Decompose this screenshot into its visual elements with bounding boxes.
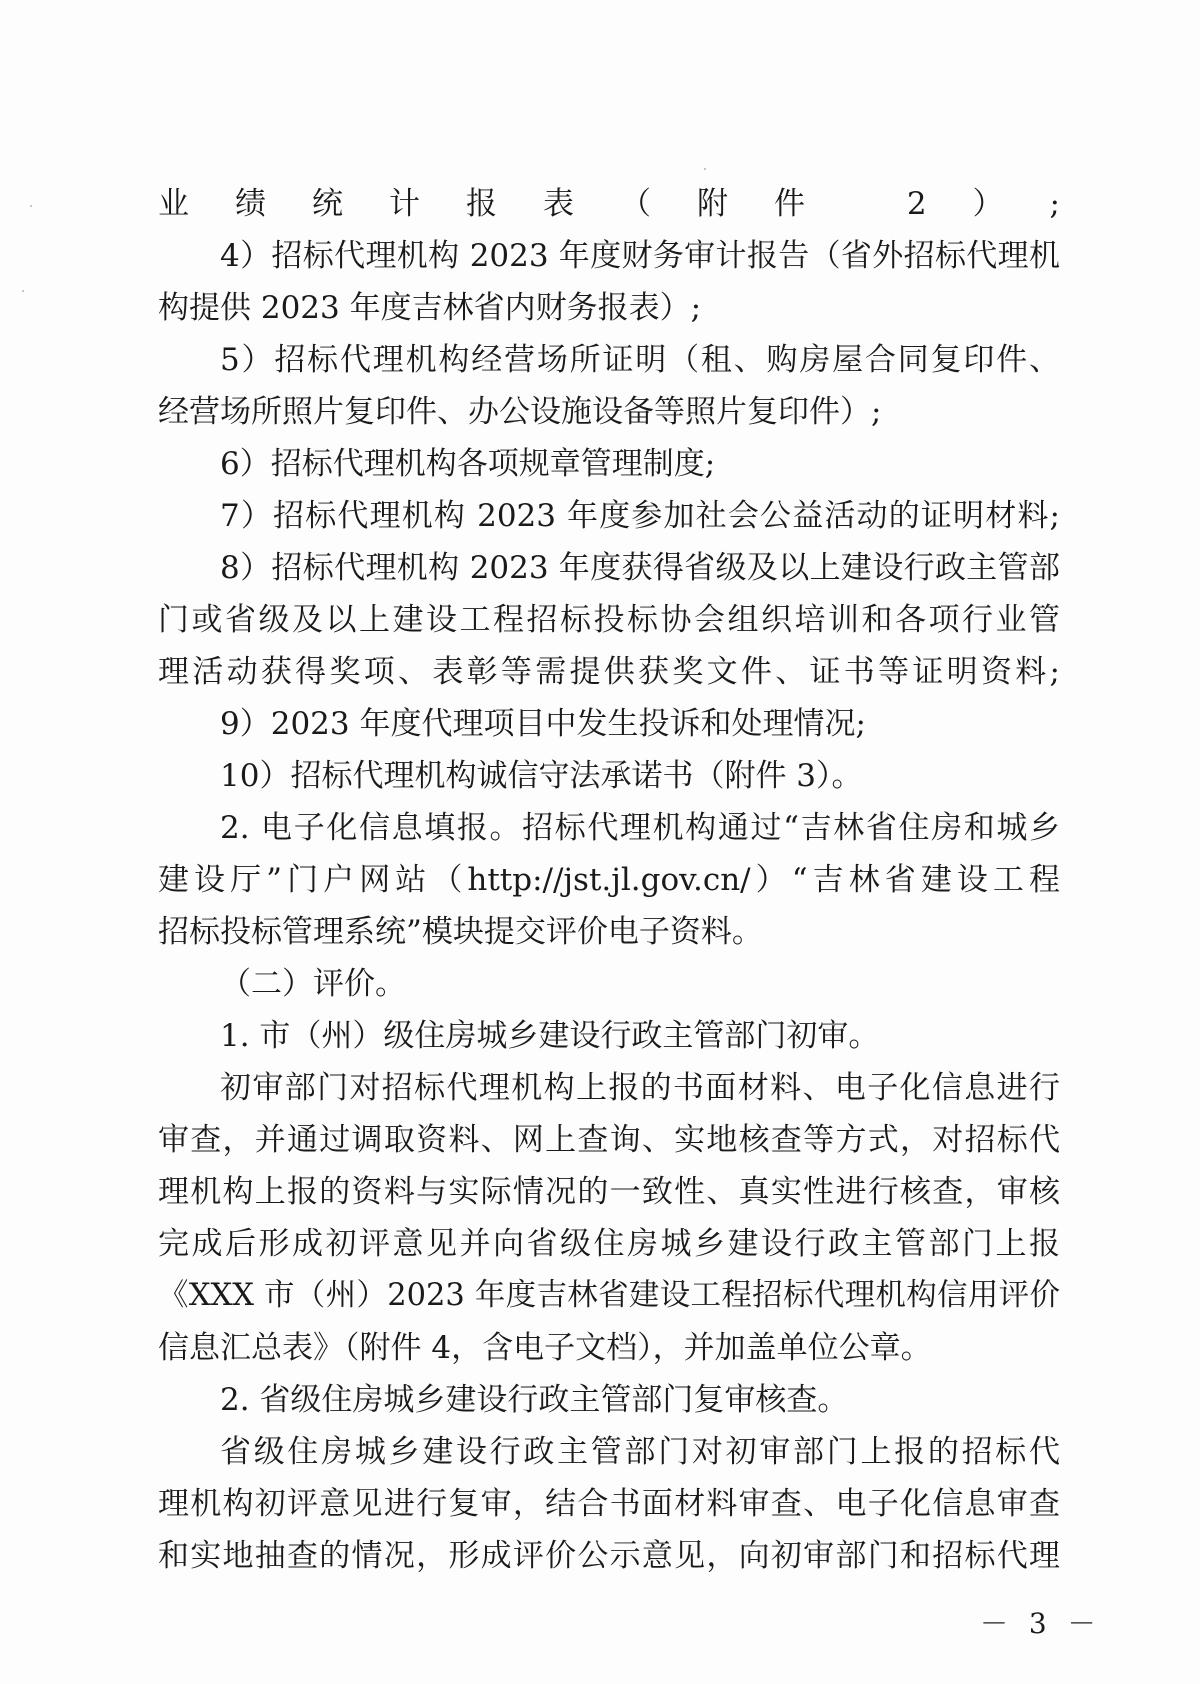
text-line: 7）招标代理机构 2023 年度参加社会公益活动的证明材料; [220, 498, 1060, 534]
text-line: 构提供 2023 年度吉林省内财务报表）; [158, 290, 702, 326]
text-line: 建设厅”门户网站（http://jst.jl.gov.cn/）“吉林省建设工程 [158, 862, 1060, 898]
text-line: 审查，并通过调取资料、网上查询、实地核查等方式，对招标代 [158, 1122, 1060, 1158]
text-line: 9）2023 年度代理项目中发生投诉和处理情况; [220, 706, 866, 742]
text-line: 门或省级及以上建设工程招标投标协会组织培训和各项行业管 [158, 602, 1060, 638]
scan-speck [30, 205, 32, 207]
page-number: － 3 － [980, 1607, 1102, 1640]
text-line: 6）招标代理机构各项规章管理制度; [220, 446, 716, 482]
text-line: 省级住房城乡建设行政主管部门对初审部门上报的招标代 [220, 1434, 1060, 1470]
text-line: 和实地抽查的情况，形成评价公示意见，向初审部门和招标代理 [158, 1538, 1060, 1574]
text-line: 10）招标代理机构诚信守法承诺书（附件 3）。 [220, 758, 863, 794]
text-line: 理机构初评意见进行复审，结合书面材料审查、电子化信息审查 [158, 1486, 1060, 1522]
section-heading: （二）评价。 [220, 966, 406, 1002]
text-line: 招标投标管理系统”模块提交评价电子资料。 [158, 914, 763, 950]
text-line: 4）招标代理机构 2023 年度财务审计报告（省外招标代理机 [220, 238, 1060, 274]
text-line: 完成后形成初评意见并向省级住房城乡建设行政主管部门上报 [158, 1226, 1060, 1262]
text-line: 2. 电子化信息填报。招标代理机构通过“吉林省住房和城乡 [220, 810, 1060, 846]
text-line: 5）招标代理机构经营场所证明（租、购房屋合同复印件、 [220, 342, 1060, 378]
text-line: 理活动获得奖项、表彰等需提供获奖文件、证书等证明资料; [158, 654, 1060, 690]
scan-speck [22, 290, 24, 292]
subsection-heading: 2. 省级住房城乡建设行政主管部门复审核查。 [220, 1382, 849, 1418]
text-line: 经营场所照片复印件、办公设施设备等照片复印件）; [158, 394, 882, 430]
document-body [158, 178, 1060, 1582]
text-line: 《XXX 市（州）2023 年度吉林省建设工程招标代理机构信用评价 [158, 1278, 1060, 1313]
text-line: 初审部门对招标代理机构上报的书面材料、电子化信息进行 [220, 1070, 1060, 1106]
text-line: 理机构上报的资料与实际情况的一致性、真实性进行核查，审核 [158, 1174, 1060, 1210]
text-line: 信息汇总表》（附件 4，含电子文档），并加盖单位公章。 [158, 1330, 932, 1366]
text-line: 8）招标代理机构 2023 年度获得省级及以上建设行政主管部 [220, 550, 1060, 586]
text-line: 业绩统计报表（附件 2）; [158, 186, 1060, 222]
subsection-heading: 1. 市（州）级住房城乡建设行政主管部门初审。 [220, 1018, 880, 1054]
scan-speck [704, 168, 706, 170]
